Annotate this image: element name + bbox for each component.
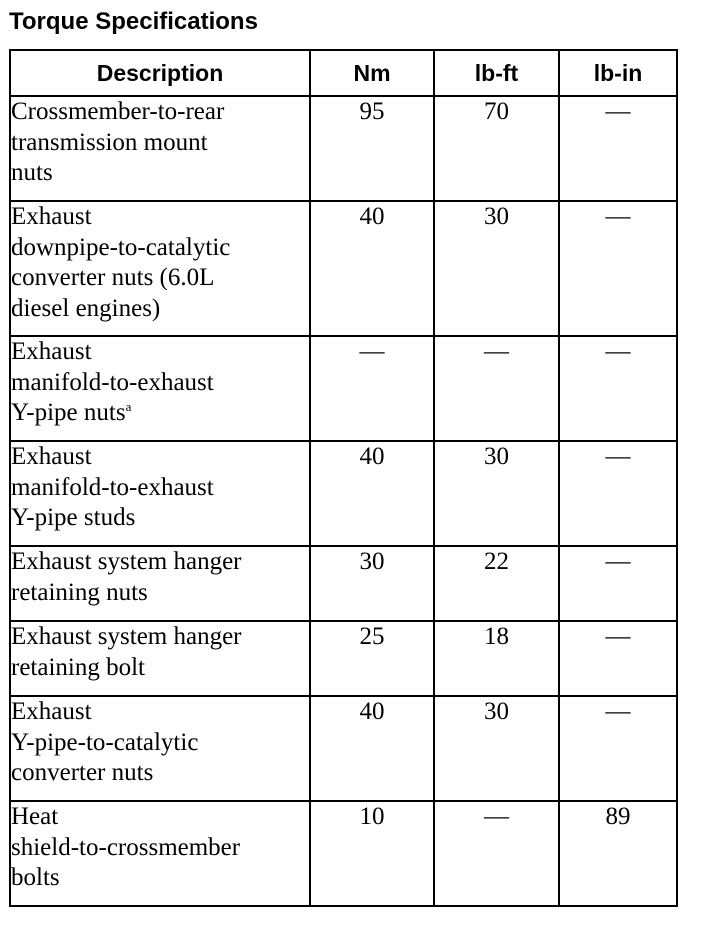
table-row — [10, 96, 677, 201]
table-row — [10, 336, 677, 441]
table-row — [10, 546, 677, 621]
description-line — [11, 802, 309, 833]
header-description: Description — [10, 50, 310, 96]
description-line — [11, 833, 309, 864]
cell-nm: 25 — [310, 621, 434, 696]
cell-nm: — — [310, 336, 434, 441]
description-text: Exhaust — [11, 698, 92, 725]
description-text: Y-pipe-to-catalytic — [11, 728, 199, 756]
description-line — [11, 202, 309, 233]
header-lbin: lb-in — [559, 50, 677, 96]
cell-nm: 40 — [310, 441, 434, 546]
cell-nm: 30 — [310, 546, 434, 621]
cell-description — [10, 621, 310, 696]
cell-lbft: 30 — [434, 441, 559, 546]
description-line — [11, 622, 309, 653]
description-text: Exhaust system hanger — [11, 623, 242, 650]
cell-lbin: — — [559, 96, 677, 201]
description-text: converter nuts — [11, 759, 154, 786]
page-title: Torque Specifications — [9, 8, 258, 35]
description-line — [11, 653, 309, 684]
table-row — [10, 696, 677, 801]
cell-lbin: — — [559, 621, 677, 696]
description-line — [11, 442, 309, 473]
table-row — [10, 441, 677, 546]
description-text: Y-pipe nuts — [11, 399, 126, 426]
cell-description — [10, 96, 310, 201]
cell-nm: 40 — [310, 201, 434, 336]
description-line — [11, 368, 309, 399]
footnote-marker: a — [125, 399, 132, 414]
description-text: downpipe-to-catalytic — [11, 233, 231, 261]
description-line — [11, 128, 309, 159]
cell-lbft: 30 — [434, 201, 559, 336]
cell-lbin: — — [559, 336, 677, 441]
cell-description — [10, 696, 310, 801]
description-line — [11, 863, 309, 894]
cell-lbin: 89 — [559, 801, 677, 906]
table-row — [10, 801, 677, 906]
description-line — [11, 294, 309, 325]
description-text: diesel engines) — [11, 294, 161, 322]
description-line — [11, 473, 309, 504]
description-line — [11, 398, 309, 429]
cell-lbft: 30 — [434, 696, 559, 801]
description-text: bolts — [11, 864, 60, 891]
cell-lbft: 70 — [434, 96, 559, 201]
cell-nm: 40 — [310, 696, 434, 801]
description-text: Crossmember-to-rear — [11, 98, 225, 125]
description-text: manifold-to-exhaust — [11, 368, 214, 396]
cell-lbin: — — [559, 201, 677, 336]
cell-lbft: 18 — [434, 621, 559, 696]
header-row — [10, 50, 677, 96]
cell-lbft: — — [434, 336, 559, 441]
table-row — [10, 621, 677, 696]
cell-lbin: — — [559, 546, 677, 621]
description-line — [11, 758, 309, 789]
description-line — [11, 337, 309, 368]
description-text: nuts — [11, 159, 53, 186]
description-line — [11, 158, 309, 189]
torque-spec-table — [9, 49, 678, 907]
description-line — [11, 503, 309, 534]
cell-nm: 10 — [310, 801, 434, 906]
description-line — [11, 263, 309, 294]
description-text: manifold-to-exhaust — [11, 473, 214, 501]
cell-lbin: — — [559, 441, 677, 546]
description-text: converter nuts (6.0L — [11, 264, 215, 291]
table-row — [10, 201, 677, 336]
description-text: Exhaust — [11, 203, 92, 230]
header-nm: Nm — [310, 50, 434, 96]
description-text: retaining nuts — [11, 578, 148, 606]
cell-description — [10, 441, 310, 546]
description-text: Exhaust system hanger — [11, 548, 242, 575]
cell-lbin: — — [559, 696, 677, 801]
cell-description — [10, 546, 310, 621]
description-line — [11, 233, 309, 264]
description-line — [11, 97, 309, 128]
description-text: Y-pipe studs — [11, 504, 136, 531]
description-text: Heat — [11, 803, 59, 830]
cell-description — [10, 336, 310, 441]
description-line — [11, 578, 309, 609]
cell-description — [10, 201, 310, 336]
description-line — [11, 547, 309, 578]
cell-lbft: 22 — [434, 546, 559, 621]
description-text: retaining bolt — [11, 653, 145, 681]
description-text: Exhaust — [11, 443, 92, 470]
description-text: transmission mount — [11, 128, 208, 156]
cell-nm: 95 — [310, 96, 434, 201]
header-lbft: lb-ft — [434, 50, 559, 96]
cell-description — [10, 801, 310, 906]
description-text: Exhaust — [11, 338, 92, 365]
table-body — [10, 96, 677, 906]
description-line — [11, 697, 309, 728]
description-text: shield-to-crossmember — [11, 833, 241, 861]
cell-lbft: — — [434, 801, 559, 906]
description-line — [11, 728, 309, 759]
